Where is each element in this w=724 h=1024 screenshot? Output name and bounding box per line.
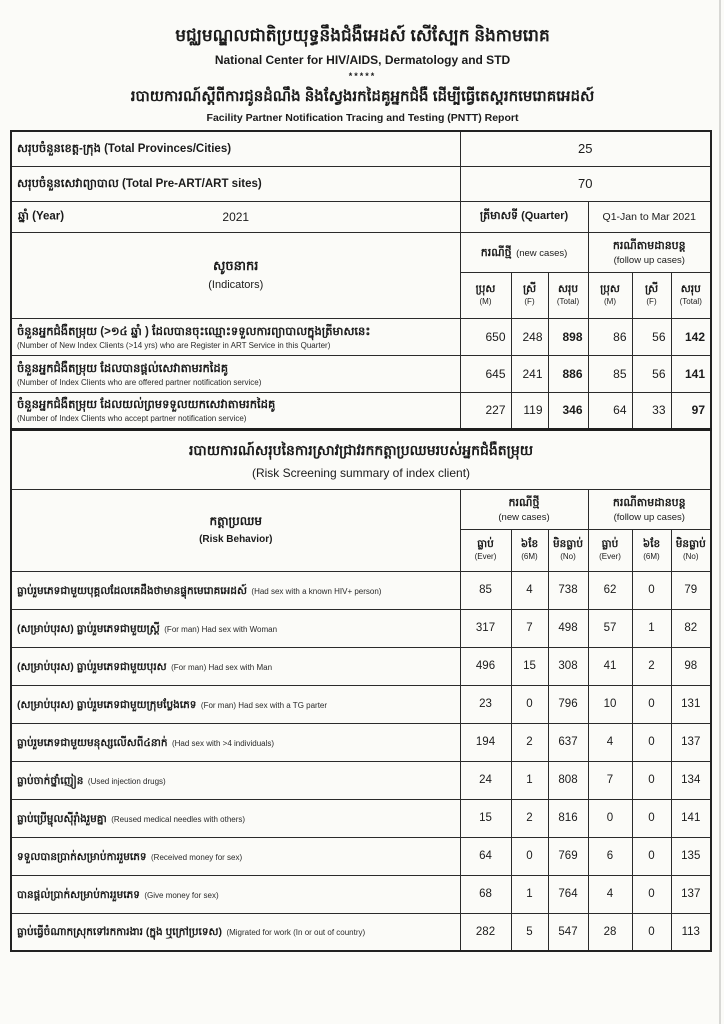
value-cell: 56 bbox=[632, 318, 671, 355]
value-cell: 0 bbox=[632, 837, 671, 875]
value-cell: 0 bbox=[632, 799, 671, 837]
value-cell: 4 bbox=[511, 571, 548, 609]
value-cell: 4 bbox=[588, 875, 632, 913]
col-6m-fu: ៦ខែ (6M) bbox=[632, 529, 671, 571]
risk-label: (សម្រាប់បុរស) ធ្លាប់រួមភេទជាមួយបុរស (For man) Had sex with Man bbox=[11, 647, 460, 685]
scan-edge-artifact bbox=[719, 0, 721, 1024]
value-cell: 650 bbox=[460, 318, 511, 355]
value-cell: 57 bbox=[588, 609, 632, 647]
value-cell: 282 bbox=[460, 913, 511, 951]
value-cell: 24 bbox=[460, 761, 511, 799]
year-cell bbox=[11, 201, 460, 232]
provinces-label: សរុបចំនួនខេត្ត-ក្រុង (Total Provinces/Cities) bbox=[11, 131, 460, 166]
value-cell: 62 bbox=[588, 571, 632, 609]
value-cell: 346 bbox=[548, 392, 588, 429]
value-cell: 135 bbox=[671, 837, 711, 875]
risk-row bbox=[11, 609, 711, 647]
value-cell: 645 bbox=[460, 355, 511, 392]
value-cell: 7 bbox=[511, 609, 548, 647]
star-separator: ***** bbox=[348, 71, 377, 81]
value-cell: 2 bbox=[511, 723, 548, 761]
indicators-header-cell: សូចនាករ (Indicators) bbox=[11, 232, 460, 318]
value-cell: 496 bbox=[460, 647, 511, 685]
value-cell: 0 bbox=[632, 761, 671, 799]
document-header bbox=[10, 24, 715, 126]
value-cell: 308 bbox=[548, 647, 588, 685]
risk-label: ទទួលបានប្រាក់សម្រាប់ការរួមភេទ (Received money for sex) bbox=[11, 837, 460, 875]
value-cell: 7 bbox=[588, 761, 632, 799]
col-ever-fu: ធ្លាប់ (Ever) bbox=[588, 529, 632, 571]
value-cell: 131 bbox=[671, 685, 711, 723]
risk-section-title bbox=[11, 429, 711, 489]
col-6m-new: ៦ខែ (6M) bbox=[511, 529, 548, 571]
year-value: 2021 bbox=[222, 209, 250, 224]
col-male-new: ប្រុស (M) bbox=[460, 272, 511, 318]
col-female-new: ស្រី (F) bbox=[511, 272, 548, 318]
value-cell: 769 bbox=[548, 837, 588, 875]
risk-label: ធ្លាប់ប្រើម្ជុលស៊ីរ៉ាំងរួមគ្នា (Reused medical needles with others) bbox=[11, 799, 460, 837]
value-cell: 498 bbox=[548, 609, 588, 647]
col-ever-new: ធ្លាប់ (Ever) bbox=[460, 529, 511, 571]
sites-value: 70 bbox=[460, 166, 711, 201]
value-cell: 86 bbox=[588, 318, 632, 355]
risk-row bbox=[11, 761, 711, 799]
value-cell: 142 bbox=[671, 318, 711, 355]
value-cell: 15 bbox=[460, 799, 511, 837]
value-cell: 1 bbox=[511, 761, 548, 799]
risk-row bbox=[11, 875, 711, 913]
col-no-fu: មិនធ្លាប់ (No) bbox=[671, 529, 711, 571]
risk-label: បានផ្តល់ប្រាក់សម្រាប់ការរួមភេទ (Give money for sex) bbox=[11, 875, 460, 913]
value-cell: 0 bbox=[632, 571, 671, 609]
value-cell: 134 bbox=[671, 761, 711, 799]
value-cell: 0 bbox=[632, 875, 671, 913]
year-label: ឆ្នាំ (Year) bbox=[18, 210, 65, 222]
value-cell: 28 bbox=[588, 913, 632, 951]
sites-label: សរុបចំនួនសេវាព្យាបាល (Total Pre-ART/ART sites) bbox=[11, 166, 460, 201]
indicator-label: ចំនួនអ្នកជំងឺតម្រុយ (>១៤ ឆ្នាំ ) ដែលបានចុះឈ្មោះទទួលការព្យាបាលក្នុងត្រីមាសនេះ (Number of New Index Clients (>14 yrs) who are Register in ART Service in this Quarter) bbox=[11, 318, 460, 355]
value-cell: 113 bbox=[671, 913, 711, 951]
value-cell: 4 bbox=[588, 723, 632, 761]
value-cell: 547 bbox=[548, 913, 588, 951]
value-cell: 56 bbox=[632, 355, 671, 392]
value-cell: 85 bbox=[460, 571, 511, 609]
new-cases-group-header: ករណីថ្មី (new cases) bbox=[460, 489, 588, 529]
value-cell: 79 bbox=[671, 571, 711, 609]
value-cell: 317 bbox=[460, 609, 511, 647]
value-cell: 98 bbox=[671, 647, 711, 685]
value-cell: 33 bbox=[632, 392, 671, 429]
value-cell: 2 bbox=[511, 799, 548, 837]
value-cell: 248 bbox=[511, 318, 548, 355]
quarter-value: Q1-Jan to Mar 2021 bbox=[588, 201, 711, 232]
value-cell: 764 bbox=[548, 875, 588, 913]
value-cell: 898 bbox=[548, 318, 588, 355]
indicators-group-header bbox=[11, 232, 711, 272]
summary-row-sites bbox=[11, 166, 711, 201]
summary-row-year-quarter bbox=[11, 201, 711, 232]
value-cell: 227 bbox=[460, 392, 511, 429]
value-cell: 64 bbox=[460, 837, 511, 875]
risk-label: ធ្លាប់ធ្វើចំណាកស្រុកទៅរកការងារ (ក្នុង ឬក្រៅប្រទេស) (Migrated for work (In or out of country) bbox=[11, 913, 460, 951]
value-cell: 41 bbox=[588, 647, 632, 685]
risk-row bbox=[11, 837, 711, 875]
indicator-row bbox=[11, 318, 711, 355]
value-cell: 141 bbox=[671, 355, 711, 392]
follow-up-group-header: ករណីតាមដានបន្ត (follow up cases) bbox=[588, 232, 711, 272]
value-cell: 23 bbox=[460, 685, 511, 723]
value-cell: 137 bbox=[671, 875, 711, 913]
col-total-new: សរុប (Total) bbox=[548, 272, 588, 318]
value-cell: 0 bbox=[511, 837, 548, 875]
value-cell: 5 bbox=[511, 913, 548, 951]
value-cell: 119 bbox=[511, 392, 548, 429]
value-cell: 886 bbox=[548, 355, 588, 392]
value-cell: 2 bbox=[632, 647, 671, 685]
indicator-label: ចំនួនអ្នកជំងឺតម្រុយ ដែលយល់ព្រមទទួលយកសេវាតាមរកដៃគូ (Number of Index Clients who accept partner notification service) bbox=[11, 392, 460, 429]
value-cell: 82 bbox=[671, 609, 711, 647]
risk-row bbox=[11, 571, 711, 609]
value-cell: 10 bbox=[588, 685, 632, 723]
value-cell: 6 bbox=[588, 837, 632, 875]
value-cell: 1 bbox=[511, 875, 548, 913]
report-title-khmer: របាយការណ៍ស្តីពីការជូនដំណឹង និងស្វែងរកដៃគូអ្នកជំងឺ ដើម្បីធ្វើតេស្តរកមេរោគអេដស៍ bbox=[130, 88, 595, 105]
col-no-new: មិនធ្លាប់ (No) bbox=[548, 529, 588, 571]
risk-row bbox=[11, 647, 711, 685]
value-cell: 64 bbox=[588, 392, 632, 429]
value-cell: 738 bbox=[548, 571, 588, 609]
indicator-label: ចំនួនអ្នកជំងឺតម្រុយ ដែលបានផ្តល់សេវាតាមរកដៃគូ (Number of Index Clients who are offered partner notification service) bbox=[11, 355, 460, 392]
value-cell: 0 bbox=[632, 723, 671, 761]
risk-row bbox=[11, 685, 711, 723]
indicator-row bbox=[11, 355, 711, 392]
risk-label: ធ្លាប់រួមភេទជាមួយមនុស្សលើសពី៤នាក់ (Had sex with >4 individuals) bbox=[11, 723, 460, 761]
report-title-english: Facility Partner Notification Tracing and Testing (PNTT) Report bbox=[206, 112, 519, 124]
value-cell: 1 bbox=[632, 609, 671, 647]
indicator-row bbox=[11, 392, 711, 429]
value-cell: 0 bbox=[588, 799, 632, 837]
risk-behavior-header-cell: កត្តាប្រឈម (Risk Behavior) bbox=[11, 489, 460, 571]
org-title-english: National Center for HIV/AIDS, Dermatology and STD bbox=[214, 53, 511, 67]
risk-label: ធ្លាប់ចាក់ថ្នាំញៀន (Used injection drugs) bbox=[11, 761, 460, 799]
value-cell: 0 bbox=[632, 913, 671, 951]
org-title-khmer: មជ្ឈមណ្ឌលជាតិប្រយុទ្ធនឹងជំងឺអេដស៍ សើស្បែក និងកាមរោគ bbox=[175, 26, 550, 45]
value-cell: 15 bbox=[511, 647, 548, 685]
value-cell: 141 bbox=[671, 799, 711, 837]
risk-label: ធ្លាប់រួមភេទជាមួយបុគ្គលដែលគេដឹងថាមានផ្ទុកមេរោគអេដស៍ (Had sex with a known HIV+ person) bbox=[11, 571, 460, 609]
summary-row-provinces bbox=[11, 131, 711, 166]
value-cell: 0 bbox=[511, 685, 548, 723]
value-cell: 816 bbox=[548, 799, 588, 837]
value-cell: 0 bbox=[632, 685, 671, 723]
value-cell: 137 bbox=[671, 723, 711, 761]
value-cell: 241 bbox=[511, 355, 548, 392]
value-cell: 796 bbox=[548, 685, 588, 723]
value-cell: 637 bbox=[548, 723, 588, 761]
report-table bbox=[10, 130, 712, 952]
new-cases-group-header: ករណីថ្មី (new cases) bbox=[460, 232, 588, 272]
quarter-label: ត្រីមាសទី (Quarter) bbox=[460, 201, 588, 232]
value-cell: 194 bbox=[460, 723, 511, 761]
risk-group-header bbox=[11, 489, 711, 529]
risk-label: (សម្រាប់បុរស) ធ្លាប់រួមភេទជាមួយក្រុមប្លែងភេទ (For man) Had sex with a TG parter bbox=[11, 685, 460, 723]
risk-row bbox=[11, 913, 711, 951]
value-cell: 68 bbox=[460, 875, 511, 913]
col-female-fu: ស្រី (F) bbox=[632, 272, 671, 318]
provinces-value: 25 bbox=[460, 131, 711, 166]
risk-row bbox=[11, 799, 711, 837]
col-total-fu: សរុប (Total) bbox=[671, 272, 711, 318]
value-cell: 97 bbox=[671, 392, 711, 429]
risk-row bbox=[11, 723, 711, 761]
col-male-fu: ប្រុស (M) bbox=[588, 272, 632, 318]
value-cell: 808 bbox=[548, 761, 588, 799]
risk-title-cell: របាយការណ៍សរុបនៃការស្រាវជ្រាវរកកត្តាប្រឈមរបស់អ្នកជំងឺតម្រុយ (Risk Screening summary of index client) bbox=[11, 429, 711, 489]
value-cell: 85 bbox=[588, 355, 632, 392]
follow-up-group-header: ករណីតាមដានបន្ត (follow up cases) bbox=[588, 489, 711, 529]
risk-label: (សម្រាប់បុរស) ធ្លាប់រួមភេទជាមួយស្ត្រី (For man) Had sex with Woman bbox=[11, 609, 460, 647]
